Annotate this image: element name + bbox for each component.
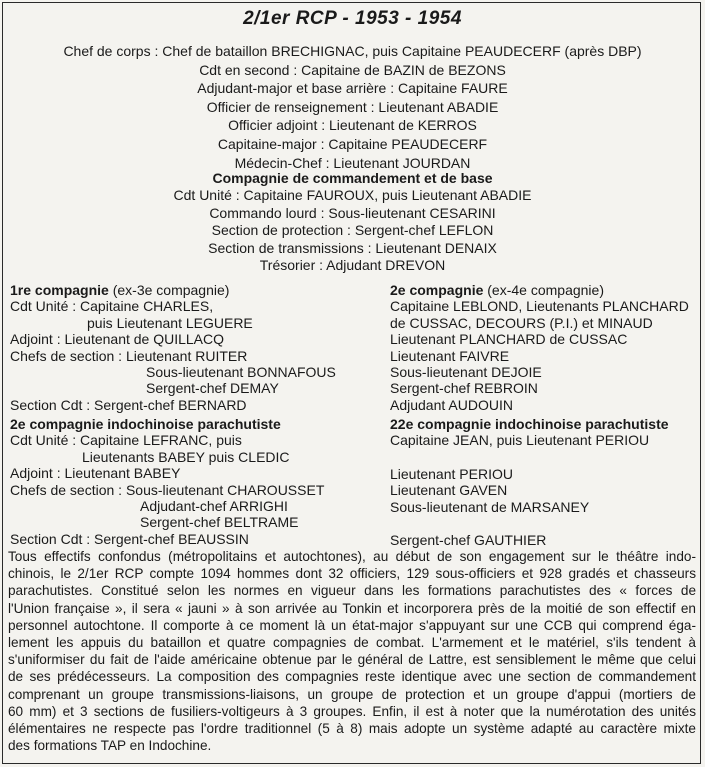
company-2-line: de CUSSAC, DECOURS (P.I.) et MINAUD	[390, 314, 653, 331]
hq-line: Section de transmissions : Lieutenant DENAIX	[208, 239, 497, 256]
staff-line: Capitaine-major : Capitaine PEAUDECERF	[217, 135, 488, 152]
paragraph-line: lement les appuis du bataillon et quatre compagnies de combat. L'armement et le matériel, s'ils tendent à	[8, 635, 696, 651]
description-paragraph	[8, 548, 696, 754]
company-1-line: Sous-lieutenant BONNAFOUS	[146, 364, 336, 381]
paragraph-line: comprenant un groupe transmissions-liaisons, un groupe de protection et un groupe d'appui (mortiers de	[8, 686, 696, 702]
company-1-line: Adjoint : Lieutenant de QUILLACQ	[10, 331, 225, 348]
paragraph-line: parachutistes. Constitué selon les normes en vigueur dans les formations parachutistes des « forces de	[8, 583, 696, 599]
hq-line: Commando lourd : Sous-lieutenant CESARINI	[209, 204, 496, 221]
company-1-line: Chefs de section : Lieutenant RUITER	[10, 347, 248, 364]
company-4-line: Lieutenant PERIOU	[390, 465, 513, 482]
company-2-line: Adjudant AUDOUIN	[390, 396, 513, 413]
company-1-subtitle: (ex-3e compagnie)	[108, 282, 230, 298]
company-4-heading: 22e compagnie indochinoise parachutiste	[390, 416, 669, 432]
company-2-heading	[390, 282, 689, 298]
paragraph-line: des formations TAP en Indochine.	[8, 738, 212, 754]
company-2-line: Sergent-chef REBROIN	[390, 380, 538, 397]
hq-line: Cdt Unité : Capitaine FAUROUX, puis Lieutenant ABADIE	[173, 187, 532, 204]
company-3-line: Cdt Unité : Capitaine LEFRANC, puis	[10, 432, 242, 449]
hq-line: Section de protection : Sergent-chef LEFLON	[211, 222, 494, 239]
company-1-line: Cdt Unité : Capitaine CHARLES,	[10, 298, 214, 315]
company-3-section	[10, 416, 324, 547]
staff-line: Médecin-Chef : Lieutenant JOURDAN	[234, 154, 471, 171]
company-3-line: Section Cdt : Sergent-chef BEAUSSIN	[10, 530, 249, 547]
company-4-section	[390, 416, 669, 548]
company-2-subtitle: (ex-4e compagnie)	[483, 282, 604, 298]
paragraph-line: s'uniformiser du fait de l'aide américaine obtenue par le général de Lattre, est sensiblement le même que celui	[8, 652, 696, 668]
company-3-line: Adjoint : Lieutenant BABEY	[10, 465, 181, 482]
hq-company-heading: Compagnie de commandement et de base	[212, 170, 493, 186]
staff-line: Officier de renseignement : Lieutenant ABADIE	[206, 98, 499, 115]
paragraph-line: l'Union française », il sera « jauni » à son arrivée au Tonkin et incorporera près de la moitié de son effectif en	[8, 600, 696, 616]
staff-line: Cdt en second : Capitaine de BAZIN de BEZONS	[199, 61, 506, 78]
company-2-title: 2e compagnie	[390, 282, 484, 298]
company-1-title: 1re compagnie	[10, 282, 109, 298]
paragraph-line: chinois, le 2/1er RCP compte 1094 hommes dont 32 officiers, 129 sous-officiers et 928 gradés et chasseurs	[8, 566, 696, 582]
company-3-line: Adjudant-chef ARRIGHI	[140, 498, 288, 515]
company-1-heading	[10, 282, 336, 298]
company-2-line: Capitaine LEBLOND, Lieutenants PLANCHARD	[390, 298, 689, 315]
staff-line: Chef de corps : Chef de bataillon BRECHIGNAC, puis Capitaine PEAUDECERF (après DBP)	[63, 43, 642, 59]
company-1-section	[10, 282, 336, 413]
company-1-line: Sergent-chef DEMAY	[146, 380, 279, 397]
paragraph-line: Tous effectifs confondus (métropolitains et autochtones), au début de son engagement sur le théâtre indo-	[8, 549, 696, 564]
company-2-line: Lieutenant PLANCHARD de CUSSAC	[390, 331, 628, 348]
company-3-line: Chefs de section : Sous-lieutenant CHAROUSSET	[10, 481, 325, 498]
staff-line: Adjudant-major et base arrière : Capitaine FAURE	[197, 80, 508, 97]
staff-line: Officier adjoint : Lieutenant de KERROS	[228, 117, 477, 134]
paragraph-line: élémentaires ne respecte pas l'ordre traditionnel (5 à 8) mais adopte un système adapté au caractère mixte	[8, 721, 696, 737]
company-4-line: Sous-lieutenant de MARSANEY	[390, 498, 590, 515]
paragraph-line: 60 mm) et 3 sections de fusiliers-voltigeurs à 3 groupes. Enfin, il est à noter que la numérotation des unités	[8, 703, 696, 719]
company-2-section	[390, 282, 689, 413]
page-title: 2/1er RCP - 1953 - 1954	[243, 8, 462, 29]
company-3-heading: 2e compagnie indochinoise parachutiste	[10, 416, 281, 432]
company-3-line: Lieutenants BABEY puis CLEDIC	[82, 448, 290, 465]
battalion-staff-list	[0, 42, 705, 172]
company-2-line: Sous-lieutenant DEJOIE	[390, 364, 542, 381]
company-4-line: Capitaine JEAN, puis Lieutenant PERIOU	[390, 432, 650, 449]
paragraph-line: personnel autochtone. Il comporte à ce moment là un état-major s'appuyant sur une CCB qui comprend éga-	[8, 617, 696, 633]
company-1-line: puis Lieutenant LEGUERE	[87, 314, 253, 331]
company-4-line: Sergent-chef GAUTHIER	[390, 532, 547, 549]
company-1-line: Section Cdt : Sergent-chef BERNARD	[10, 396, 247, 413]
hq-company-section	[0, 170, 705, 274]
company-3-line: Sergent-chef BELTRAME	[140, 514, 299, 531]
paragraph-line: de ses prédécesseurs. La composition des compagnies reste identique avec une section de commandement	[8, 669, 696, 685]
company-4-line: Lieutenant GAVEN	[390, 482, 508, 499]
company-2-line: Lieutenant FAIVRE	[390, 347, 510, 364]
hq-line: Trésorier : Adjudant DREVON	[259, 257, 446, 274]
